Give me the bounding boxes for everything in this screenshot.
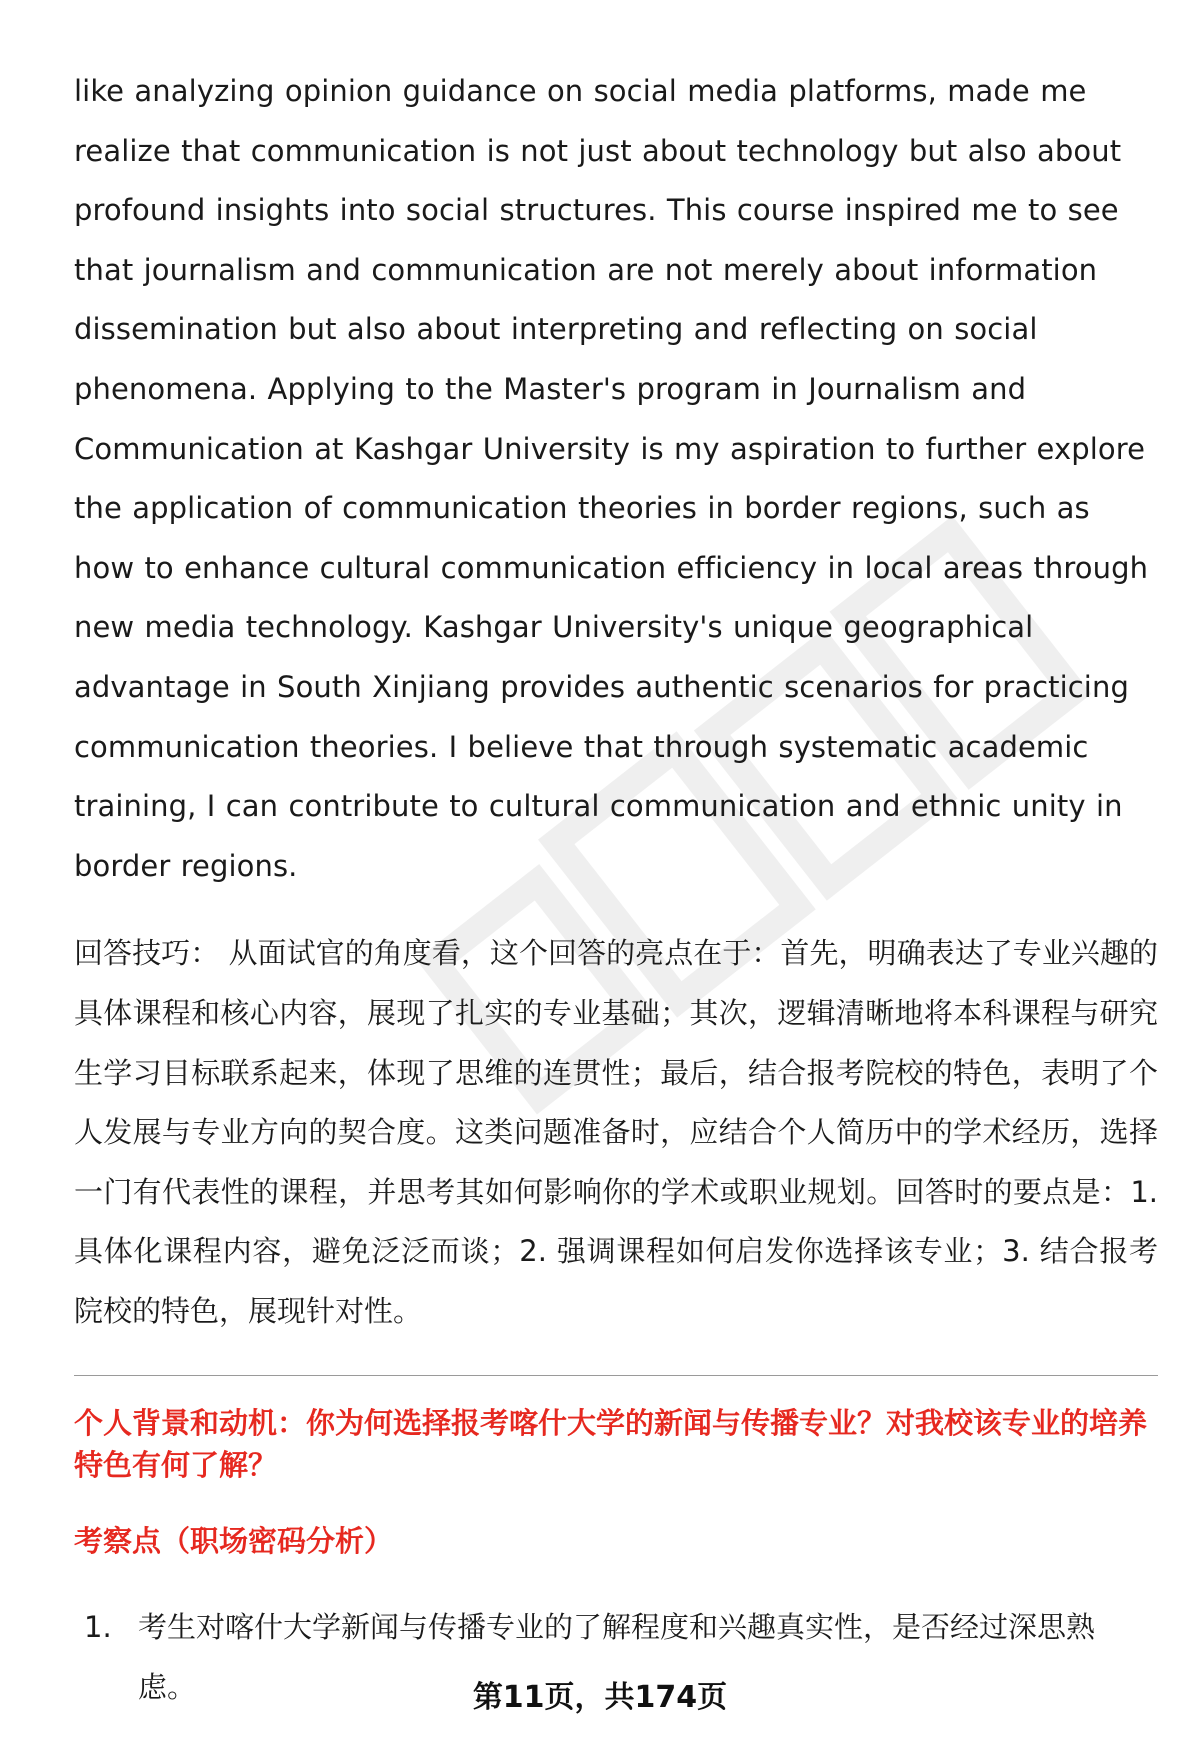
document-page (74, 62, 1158, 1718)
answer-english-paragraph: like analyzing opinion guidance on social media platforms, made me realize that communication is not just about technology but also about profound insights into social structures. This course inspired me to see that journalism and communication are not merely about information dissemination but also about interpreting and reflecting on social phenomena. Applying to the Master's program in Journalism and Communication at Kashgar University is my aspiration to further explore the application of communication theories in border regions, such as how to enhance cultural communication efficiency in local areas through new media technology. Kashgar University's unique geographical advantage in South Xinjiang provides authentic scenarios for practicing communication theories. I believe that through systematic academic training, I can contribute to cultural communication and ethnic unity in border regions. (74, 74, 1149, 883)
assessment-points-heading: 考察点（职场密码分析） (74, 1524, 394, 1559)
answer-tips-paragraph: 回答技巧： 从面试官的角度看，这个回答的亮点在于：首先，明确表达了专业兴趣的具体课程和核心内容，展现了扎实的专业基础；其次，逻辑清晰地将本科课程与研究生学习目标联系起来，体现了思维的连贯性；最后，结合报考院校的特色，表明了个人发展与专业方向的契合度。这类问题准备时，应结合个人简历中的学术经历，选择一门有代表性的课程，并思考其如何影响你的学术或职业规划。回答时的要点是：1. 具体化课程内容，避免泛泛而谈；2. 强调课程如何启发你选择该专业；3. 结合报考院校的特色，展现针对性。 (74, 936, 1158, 1328)
list-item-text: 考生对喀什大学新闻与传播专业的了解程度和兴趣真实性，是否经过深思熟虑。 (138, 1610, 1096, 1705)
section-divider (74, 1375, 1158, 1376)
list-item-number: 1. (84, 1610, 112, 1645)
question-title: 个人背景和动机：你为何选择报考喀什大学的新闻与传播专业？对我校该专业的培养特色有何了解？ (74, 1406, 1148, 1483)
page-number-footer: 第11页，共174页 (472, 1680, 728, 1715)
